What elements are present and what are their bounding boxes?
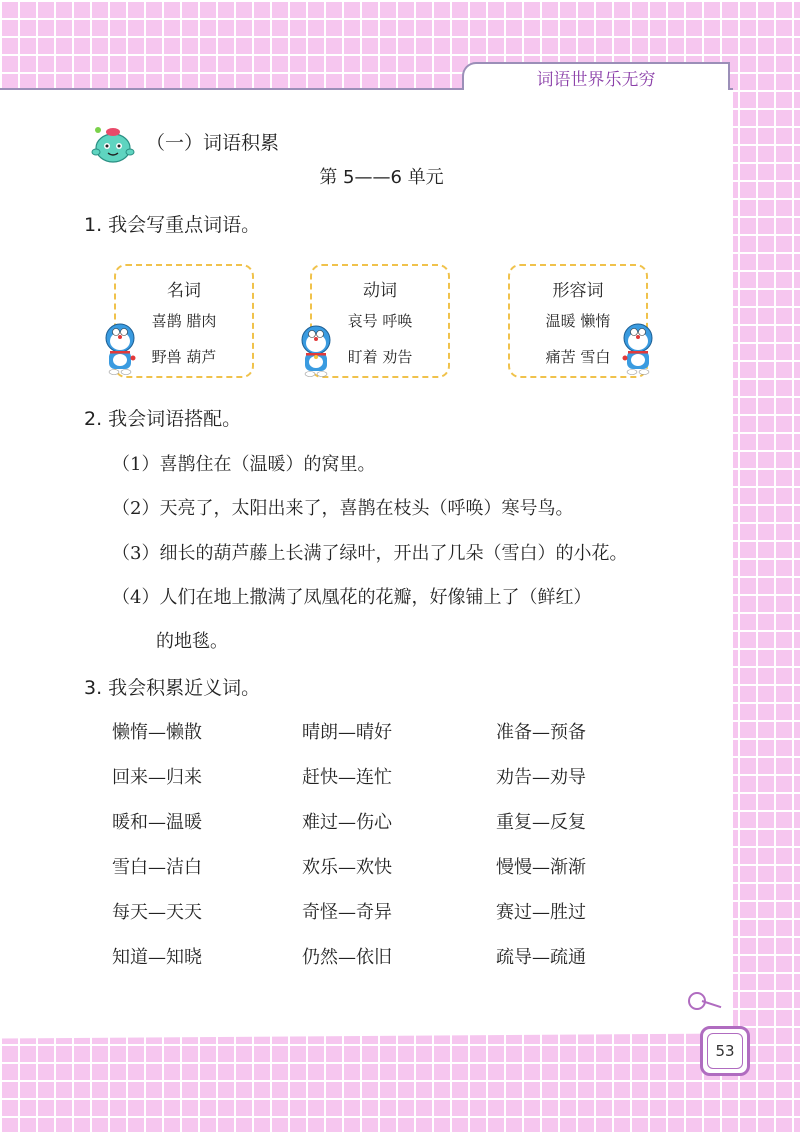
box-row: 哀号 呼唤 xyxy=(347,312,413,330)
question-2-heading: 2. 我会词语搭配。 xyxy=(84,408,242,430)
synonym-pair: 懒惰—懒散 xyxy=(112,722,202,743)
synonym-pair: 仍然—依旧 xyxy=(302,947,392,968)
box-title: 形容词 xyxy=(552,281,604,301)
matching-sentence: （2）天亮了，太阳出来了，喜鹊在枝头（呼唤）寒号鸟。 xyxy=(112,498,574,519)
synonym-pair: 重复—反复 xyxy=(496,812,586,833)
header-title: 词语世界乐无穷 xyxy=(536,69,656,90)
box-row: 盯着 劝告 xyxy=(347,348,413,366)
green-monster-icon xyxy=(88,122,138,164)
box-title: 名词 xyxy=(167,281,201,301)
page-number: 53 xyxy=(707,1033,743,1069)
synonym-pair: 准备—预备 xyxy=(496,722,586,743)
unit-title: 第 5——6 单元 xyxy=(319,167,444,188)
synonym-pair: 雪白—洁白 xyxy=(112,857,202,878)
matching-sentence: （4）人们在地上撒满了凤凰花的花瓣，好像铺上了（鲜红） xyxy=(112,587,592,608)
synonym-pair: 劝告—劝导 xyxy=(496,767,586,788)
synonym-pair: 暖和—温暖 xyxy=(112,812,202,833)
box-title: 动词 xyxy=(363,281,397,301)
synonym-pair: 晴朗—晴好 xyxy=(302,722,392,743)
box-row: 喜鹊 腊肉 xyxy=(151,312,217,330)
question-3-heading: 3. 我会积累近义词。 xyxy=(84,677,261,699)
blue-cat-robot-icon xyxy=(296,324,336,378)
synonym-pair: 每天—天天 xyxy=(112,902,202,923)
synonym-pair: 赶快—连忙 xyxy=(302,767,392,788)
question-1-heading: 1. 我会写重点词语。 xyxy=(84,214,261,236)
section-title: （一）词语积累 xyxy=(146,132,280,154)
synonym-pair: 难过—伤心 xyxy=(302,812,392,833)
synonym-pair: 知道—知晓 xyxy=(112,947,202,968)
blue-cat-robot-icon xyxy=(100,322,140,376)
synonym-pair: 回来—归来 xyxy=(112,767,202,788)
header-tab xyxy=(462,62,730,90)
box-row: 温暖 懒惰 xyxy=(545,312,611,330)
matching-sentence: （3）细长的葫芦藤上长满了绿叶，开出了几朵（雪白）的小花。 xyxy=(112,543,628,564)
synonym-pair: 赛过—胜过 xyxy=(496,902,586,923)
box-row: 痛苦 雪白 xyxy=(545,348,611,366)
synonym-pair: 奇怪—奇异 xyxy=(302,902,392,923)
box-row: 野兽 葫芦 xyxy=(151,348,217,366)
blue-cat-robot-icon xyxy=(618,322,658,376)
matching-sentence-continued: 的地毯。 xyxy=(156,631,228,652)
synonym-pair: 疏导—疏通 xyxy=(496,947,586,968)
synonym-pair: 欢乐—欢快 xyxy=(302,857,392,878)
synonym-pair: 慢慢—渐渐 xyxy=(496,857,586,878)
matching-sentence: （1）喜鹊住在（温暖）的窝里。 xyxy=(112,454,376,475)
page-number-tag xyxy=(700,1026,750,1076)
